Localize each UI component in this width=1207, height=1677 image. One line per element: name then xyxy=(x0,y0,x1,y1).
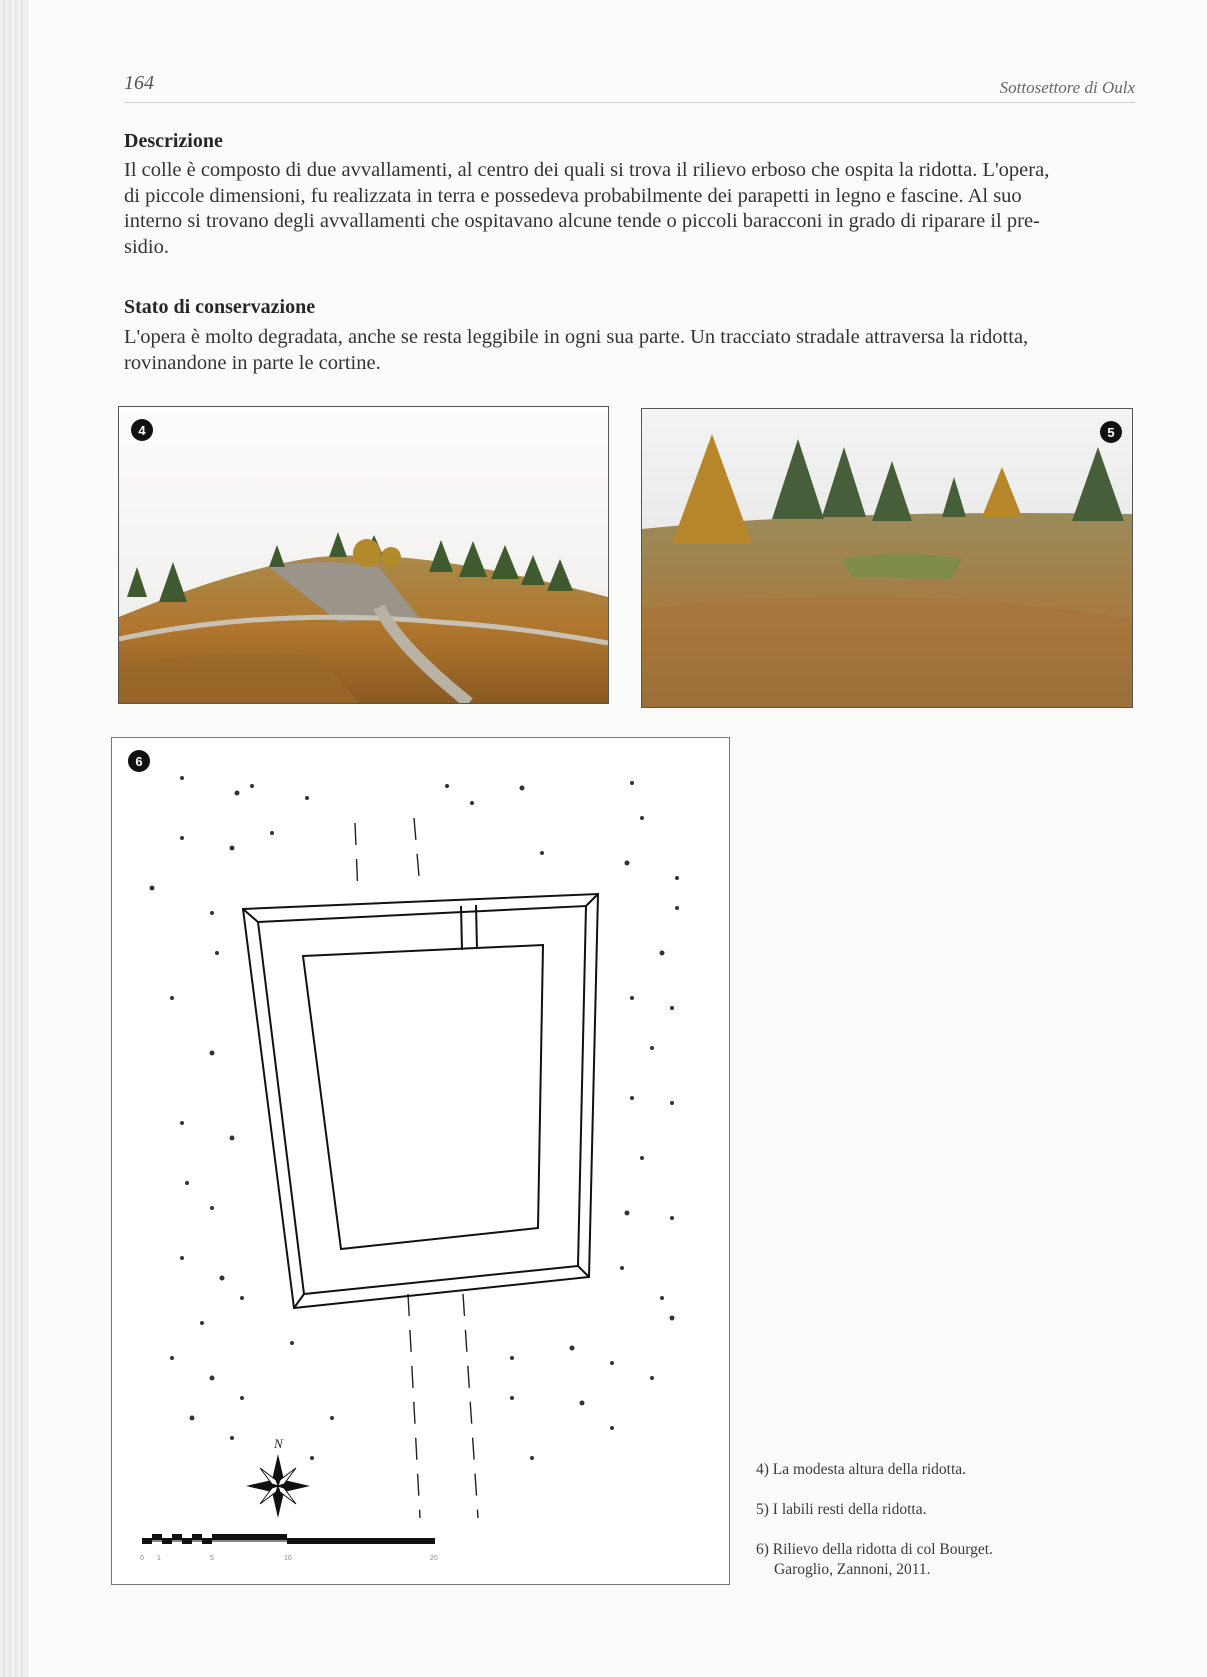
conservation-line: rovinandone in parte le cortine. xyxy=(124,351,381,374)
description-line: di piccole dimensioni, fu realizzata in terra e possedeva probabilmente dei parapetti in legno e fascine. Al suo xyxy=(124,184,1022,207)
conservation-paragraph xyxy=(124,325,1136,376)
north-arrow-icon xyxy=(246,1454,310,1518)
conservation-heading: Stato di conservazione xyxy=(124,296,316,318)
figure-number-badge: 4 xyxy=(131,419,153,441)
figure-captions xyxy=(756,1460,1136,1600)
scale-label: 1 xyxy=(157,1555,161,1562)
scale-bar xyxy=(142,1534,435,1544)
figure-number-badge: 6 xyxy=(128,750,150,772)
scale-label: 10 xyxy=(284,1555,292,1562)
photo-hill xyxy=(118,406,609,704)
description-line: Il colle è composto di due avvallamenti, al centro dei quali si trova il rilievo erboso che ospita la ridotta. L'opera, xyxy=(124,159,1050,181)
page-number: 164 xyxy=(124,72,154,94)
running-header xyxy=(124,72,1135,103)
scale-labels xyxy=(140,1555,438,1562)
figure-number-badge: 5 xyxy=(1100,421,1122,443)
caption-fig4: 4) La modesta altura della ridotta. xyxy=(756,1461,967,1478)
scale-label: 0 xyxy=(140,1555,144,1562)
caption-fig6-line: 6) Rilievo della ridotta di col Bourget. xyxy=(756,1541,993,1558)
site-plan-drawing xyxy=(111,737,730,1585)
rubble-marks xyxy=(150,776,680,1460)
photo-ruins xyxy=(641,408,1133,708)
book-binding-edge xyxy=(0,0,28,1677)
description-paragraph xyxy=(124,158,1136,260)
caption-fig6 xyxy=(756,1540,1136,1580)
photo-ruins-image xyxy=(642,409,1132,707)
scale-label: 20 xyxy=(430,1555,438,1562)
section-title: Sottosettore di Oulx xyxy=(999,78,1135,97)
north-label: N xyxy=(274,1436,283,1451)
road-track xyxy=(355,818,478,1518)
conservation-line: L'opera è molto degradata, anche se resta leggibile in ogni sua parte. Un tracciato stradale attraversa la ridotta, xyxy=(124,326,1029,348)
scale-label: 5 xyxy=(210,1555,214,1562)
description-heading: Descrizione xyxy=(124,130,223,152)
description-line: interno si trovano degli avvallamenti che ospitavano alcune tende o piccoli baracconi in grado di riparare il pre- xyxy=(124,210,1040,232)
redoubt-walls xyxy=(243,894,598,1308)
redoubt-plan xyxy=(112,738,729,1584)
description-line: sidio. xyxy=(124,235,169,258)
caption-fig6-credit: Garoglio, Zannoni, 2011. xyxy=(774,1561,931,1578)
photo-hill-image xyxy=(119,407,608,703)
caption-fig5: 5) I labili resti della ridotta. xyxy=(756,1501,927,1518)
